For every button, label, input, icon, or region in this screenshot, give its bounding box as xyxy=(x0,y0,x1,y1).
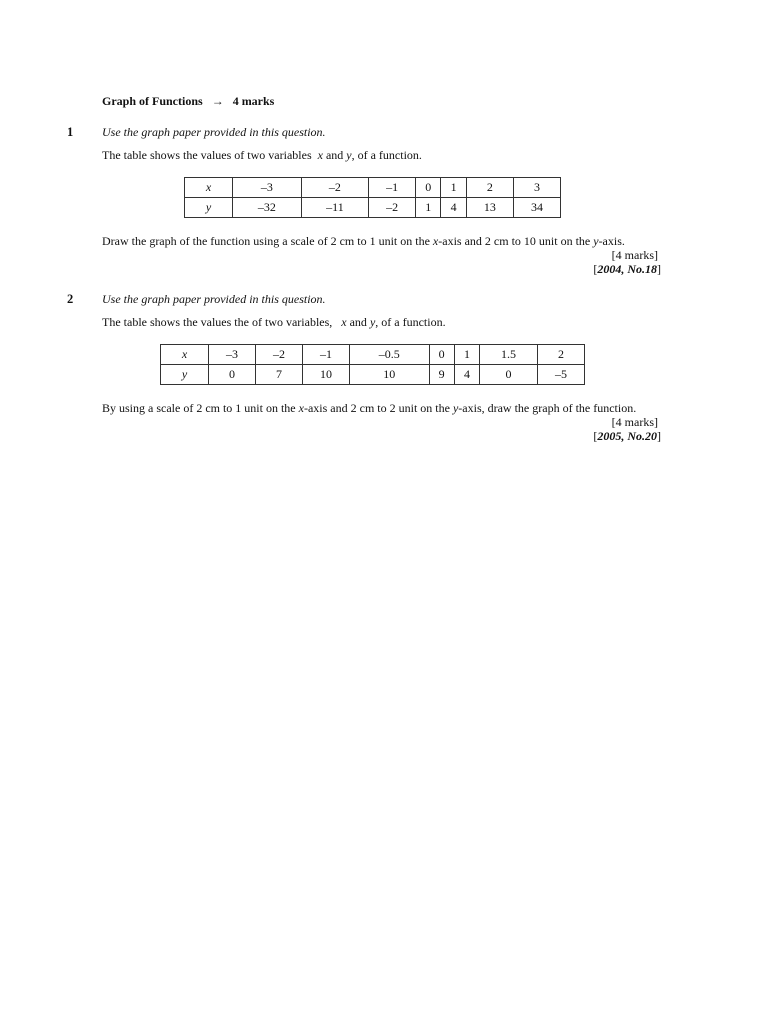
table-cell: –2 xyxy=(369,198,416,218)
table-row xyxy=(185,178,561,198)
table-header-x: x xyxy=(185,178,233,198)
table-cell: 0 xyxy=(480,365,538,385)
question-1-reference: [2004, No.18] xyxy=(593,262,661,276)
table-row xyxy=(185,198,561,218)
question-2-reference: [2005, No.20] xyxy=(593,429,661,443)
table-cell: 34 xyxy=(513,198,560,218)
table-cell: –3 xyxy=(233,178,302,198)
question-1-marks: [4 marks] xyxy=(611,248,658,262)
table-cell: –0.5 xyxy=(350,345,430,365)
table-row xyxy=(161,365,585,385)
question-1-instruction: Use the graph paper provided in this question. xyxy=(102,125,326,139)
table-cell: 13 xyxy=(466,198,513,218)
table-cell: 7 xyxy=(256,365,303,385)
table-cell: 1 xyxy=(441,178,466,198)
table-cell: –2 xyxy=(301,178,368,198)
table-cell: 10 xyxy=(350,365,430,385)
table-cell: 9 xyxy=(429,365,454,385)
table-cell: 1 xyxy=(416,198,441,218)
question-2-table xyxy=(160,344,585,385)
question-2-instruction: Use the graph paper provided in this question. xyxy=(102,292,326,306)
table-row xyxy=(161,345,585,365)
table-cell: 2 xyxy=(466,178,513,198)
table-cell: 4 xyxy=(441,198,466,218)
table-cell: 0 xyxy=(209,365,256,385)
question-2-description: By using a scale of 2 cm to 1 unit on the x-axis and 2 cm to 2 unit on the y-axis, draw the graph of the function. xyxy=(102,401,637,415)
table-header-x: x xyxy=(161,345,209,365)
table-cell: –1 xyxy=(369,178,416,198)
arrow-icon: → xyxy=(211,94,224,108)
table-cell: 10 xyxy=(303,365,350,385)
table-cell: 1.5 xyxy=(480,345,538,365)
table-cell: –2 xyxy=(256,345,303,365)
title-text: Graph of Functions xyxy=(102,94,203,108)
table-header-y: y xyxy=(185,198,233,218)
question-2-table-intro: The table shows the values the of two variables, x and y, of a function. xyxy=(102,315,446,329)
question-1-table-intro: The table shows the values of two variables x and y, of a function. xyxy=(102,148,422,162)
table-cell: 0 xyxy=(429,345,454,365)
table-cell: –5 xyxy=(537,365,584,385)
table-cell: –32 xyxy=(233,198,302,218)
title-marks: 4 marks xyxy=(232,94,275,108)
question-1-number: 1 xyxy=(67,125,74,139)
table-cell: –11 xyxy=(301,198,368,218)
table-cell: 0 xyxy=(416,178,441,198)
table-cell: 2 xyxy=(537,345,584,365)
table-header-y: y xyxy=(161,365,209,385)
table-cell: 1 xyxy=(454,345,479,365)
table-cell: –3 xyxy=(209,345,256,365)
question-2-marks: [4 marks] xyxy=(611,415,658,429)
question-2-number: 2 xyxy=(67,292,74,306)
question-1-description: Draw the graph of the function using a scale of 2 cm to 1 unit on the x-axis and 2 cm to 10 unit on the y-axis. xyxy=(102,234,625,248)
table-cell: –1 xyxy=(303,345,350,365)
question-1-table xyxy=(184,177,561,218)
table-cell: 4 xyxy=(454,365,479,385)
section-title xyxy=(102,94,274,109)
table-cell: 3 xyxy=(513,178,560,198)
